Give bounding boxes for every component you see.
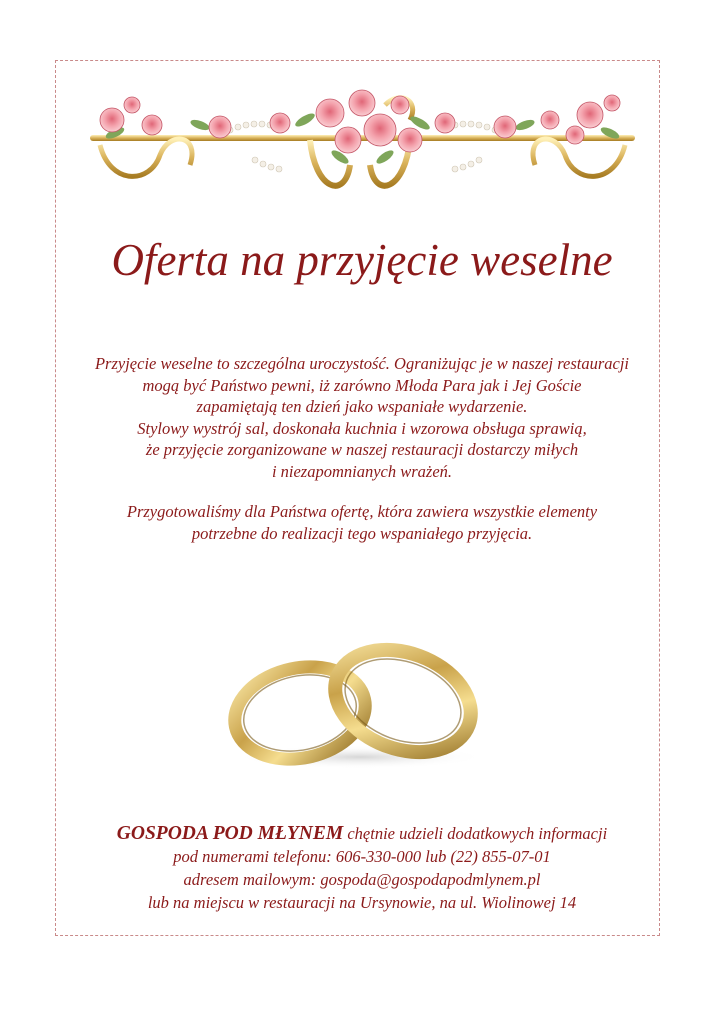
intro-line: zapamiętają ten dzień jako wspaniałe wydarzenie. (196, 397, 528, 416)
phone-line: pod numerami telefonu: 606-330-000 lub (22) 855-07-01 (173, 847, 551, 866)
wedding-rings-image (225, 635, 495, 770)
footer-intro-text: chętnie udzieli dodatkowych informacji (343, 824, 608, 843)
email-line: adresem mailowym: gospoda@gospodapodmlynem.pl (183, 870, 541, 889)
contact-footer (0, 822, 724, 914)
restaurant-name: GOSPODA POD MŁYNEM (116, 823, 344, 844)
intro-line: Stylowy wystrój sal, doskonała kuchnia i wzorowa obsługa sprawią, (137, 418, 587, 438)
offer-line: Przygotowaliśmy dla Państwa ofertę, która zawiera wszystkie elementy (126, 502, 598, 521)
footer-intro-line (0, 822, 724, 845)
page-title: Oferta na przyjęcie weselne (111, 235, 613, 285)
rose-garland-decoration (80, 85, 645, 205)
address-line: lub na miejscu w restauracji na Ursynowie, na ul. Wiolinowej 14 (147, 893, 577, 912)
intro-line: że przyjęcie zorganizowane w naszej restauracji dostarczy miłych (145, 440, 579, 459)
intro-paragraph (0, 353, 724, 482)
offer-paragraph (0, 501, 724, 544)
offer-line: potrzebne do realizacji tego wspaniałego przyjęcia. (191, 523, 533, 543)
intro-line: mogą być Państwo pewni, iż zarówno Młoda Para jak i Jej Goście (142, 375, 582, 395)
intro-line: Przyjęcie weselne to szczególna uroczystość. Ograniżując je w naszej restauracji (94, 354, 630, 373)
intro-line: i niezapomnianych wrażeń. (271, 461, 453, 481)
